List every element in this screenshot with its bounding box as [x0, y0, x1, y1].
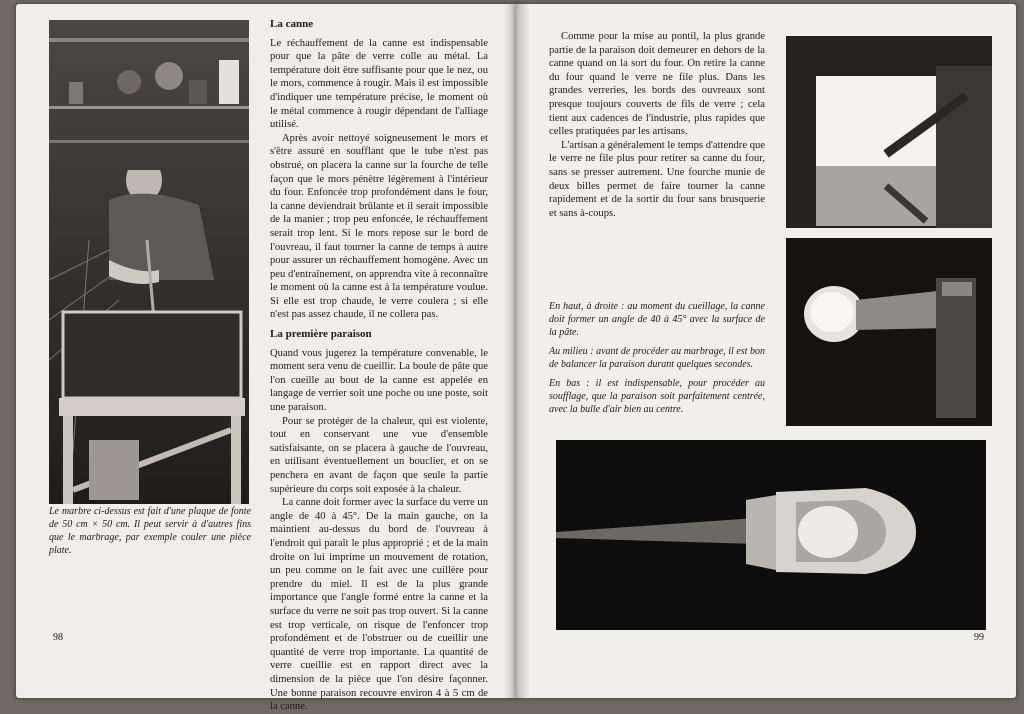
right-captions	[549, 300, 765, 422]
section-title-la-canne: La canne	[270, 18, 314, 30]
left-text-column	[270, 18, 488, 714]
caption-bottom: En bas : il est indispensable, pour procéder au soufflage, que la paraison soit parfaitement centrée, avec la bulle d'air bien au centre.	[549, 378, 765, 415]
section-title-premiere-paraison: La première paraison	[270, 328, 372, 341]
photo-furnace-gathering	[786, 36, 992, 228]
paragraph: Quand vous jugerez la température convenable, le moment sera venu de cueillir. La boule de pâte que l'on cueille au bout de la canne est appelée en langage de verrier soit une poche ou une poste, soit une paraison.	[270, 347, 488, 414]
page-number-left: 98	[53, 632, 63, 643]
paragraph: L'artisan a généralement le temps d'attendre que le verre ne file plus pour retirer sa canne du four, sans se presser autrement. Une fourche munie de deux billes permet de faire tourner la canne rapidement et de la sortir du four sans brusquerie et sans à-coups.	[549, 139, 765, 219]
left-page	[16, 4, 516, 713]
paragraph: Pour se protéger de la chaleur, qui est violente, tout en conservant une vue d'ensemble satisfaisante, on se placera à gauche de l'ouvreau, en utilisant éventuellement un bouclier, et on se penchera en avant de façon que seule la partie supérieure du corps soit exposée à la chaleur.	[270, 415, 488, 495]
paragraph: La canne doit former avec la surface du verre un angle de 40 à 45°. De la main gauche, on la maintient au-dessus du bord de l'ouvreau à l'endroit qui paraît le plus approprié ; et de la main droite on lui imprime un mouvement de rotation, un peu comme on le fait avec une cuillère pour prendre du miel. Il est de la plus grande importance que l'angle formé entre la canne et la surface du verre ne soit pas trop ouvert. Si la canne est trop verticale, on risque de l'enfoncer trop profondément et de l'obstruer ou de cueillir une quantité de verre trop importante. La quantité de verre cueillie est en rapport direct avec la dimension de la pièce que l'on désire façonner. Une bonne paraison recouvre environ 4 à 5 cm de la canne.	[270, 497, 488, 713]
right-text-column	[549, 30, 765, 220]
right-page	[516, 4, 1016, 698]
page-number-right: 99	[974, 632, 984, 643]
caption-top: En haut, à droite : au moment du cueillage, la canne doit former un angle de 40 à 45° avec la surface de la pâte.	[549, 301, 765, 338]
caption-text: Le marbre ci-dessus est fait d'une plaque de fonte de 50 cm × 50 cm. Il peut servir à d'autres fins que le marbrage, par exemple couler une pièce plate.	[49, 506, 251, 556]
photo-paraison-balancing	[786, 238, 992, 426]
glassblower-photo-illustration	[49, 20, 249, 504]
paragraph: Le réchauffement de la canne est indispensable pour que la pâte de verre colle au métal. La température doit être suffisante pour que le nez, ou le mors, commence à rougir. Mais il est impossible d'indiquer une température précise, le moment où le métal commence à rougir dépendant de l'alliage utilisé.	[270, 37, 488, 131]
photo-centered-bubble	[556, 440, 986, 630]
photo-glassblower-marver	[49, 20, 249, 504]
paragraph: Après avoir nettoyé soigneusement le mors et s'être assuré en soufflant que le tube n'est pas obstrué, on placera la canne sur la fourche de telle façon que le mors pénètre légèrement à l'intérieur du four. Enfoncée trop profondément dans le four, la canne deviendrait brûlante et il serait impossible de la manier ; trop peu enfoncée, le réchauffement serait trop lent. Si le mors repose sur le bord de l'ouvreau, il faut tourner la canne de temps à autre pour assurer un réchauffement homogène. Avec un peu d'entraînement, on apprendra vite à reconnaître le moment où la canne est à la température voulue. Si elle est trop chaude, le verre coulera ; si elle n'est pas assez chaude, il ne collera pas.	[270, 132, 488, 321]
paraison-photo-illustration	[786, 238, 992, 426]
photo-caption	[49, 505, 251, 563]
paragraph: Comme pour la mise au pontil, la plus grande partie de la paraison doit demeurer en dehors de la canne quand on la sort du four. On retire la canne du four quand le verre ne file plus. Dans les grandes verreries, les bords des ouvreaux sont presque toujours couverts de fils de verre ; cela tient aux cadences de l'industrie, plus rapides que celles pratiquées par les artisans.	[549, 31, 765, 138]
furnace-photo-illustration	[786, 36, 992, 228]
bubble-photo-illustration	[556, 440, 986, 630]
caption-middle: Au milieu : avant de procéder au marbrage, il est bon de balancer la paraison durant quelques secondes.	[549, 346, 765, 370]
